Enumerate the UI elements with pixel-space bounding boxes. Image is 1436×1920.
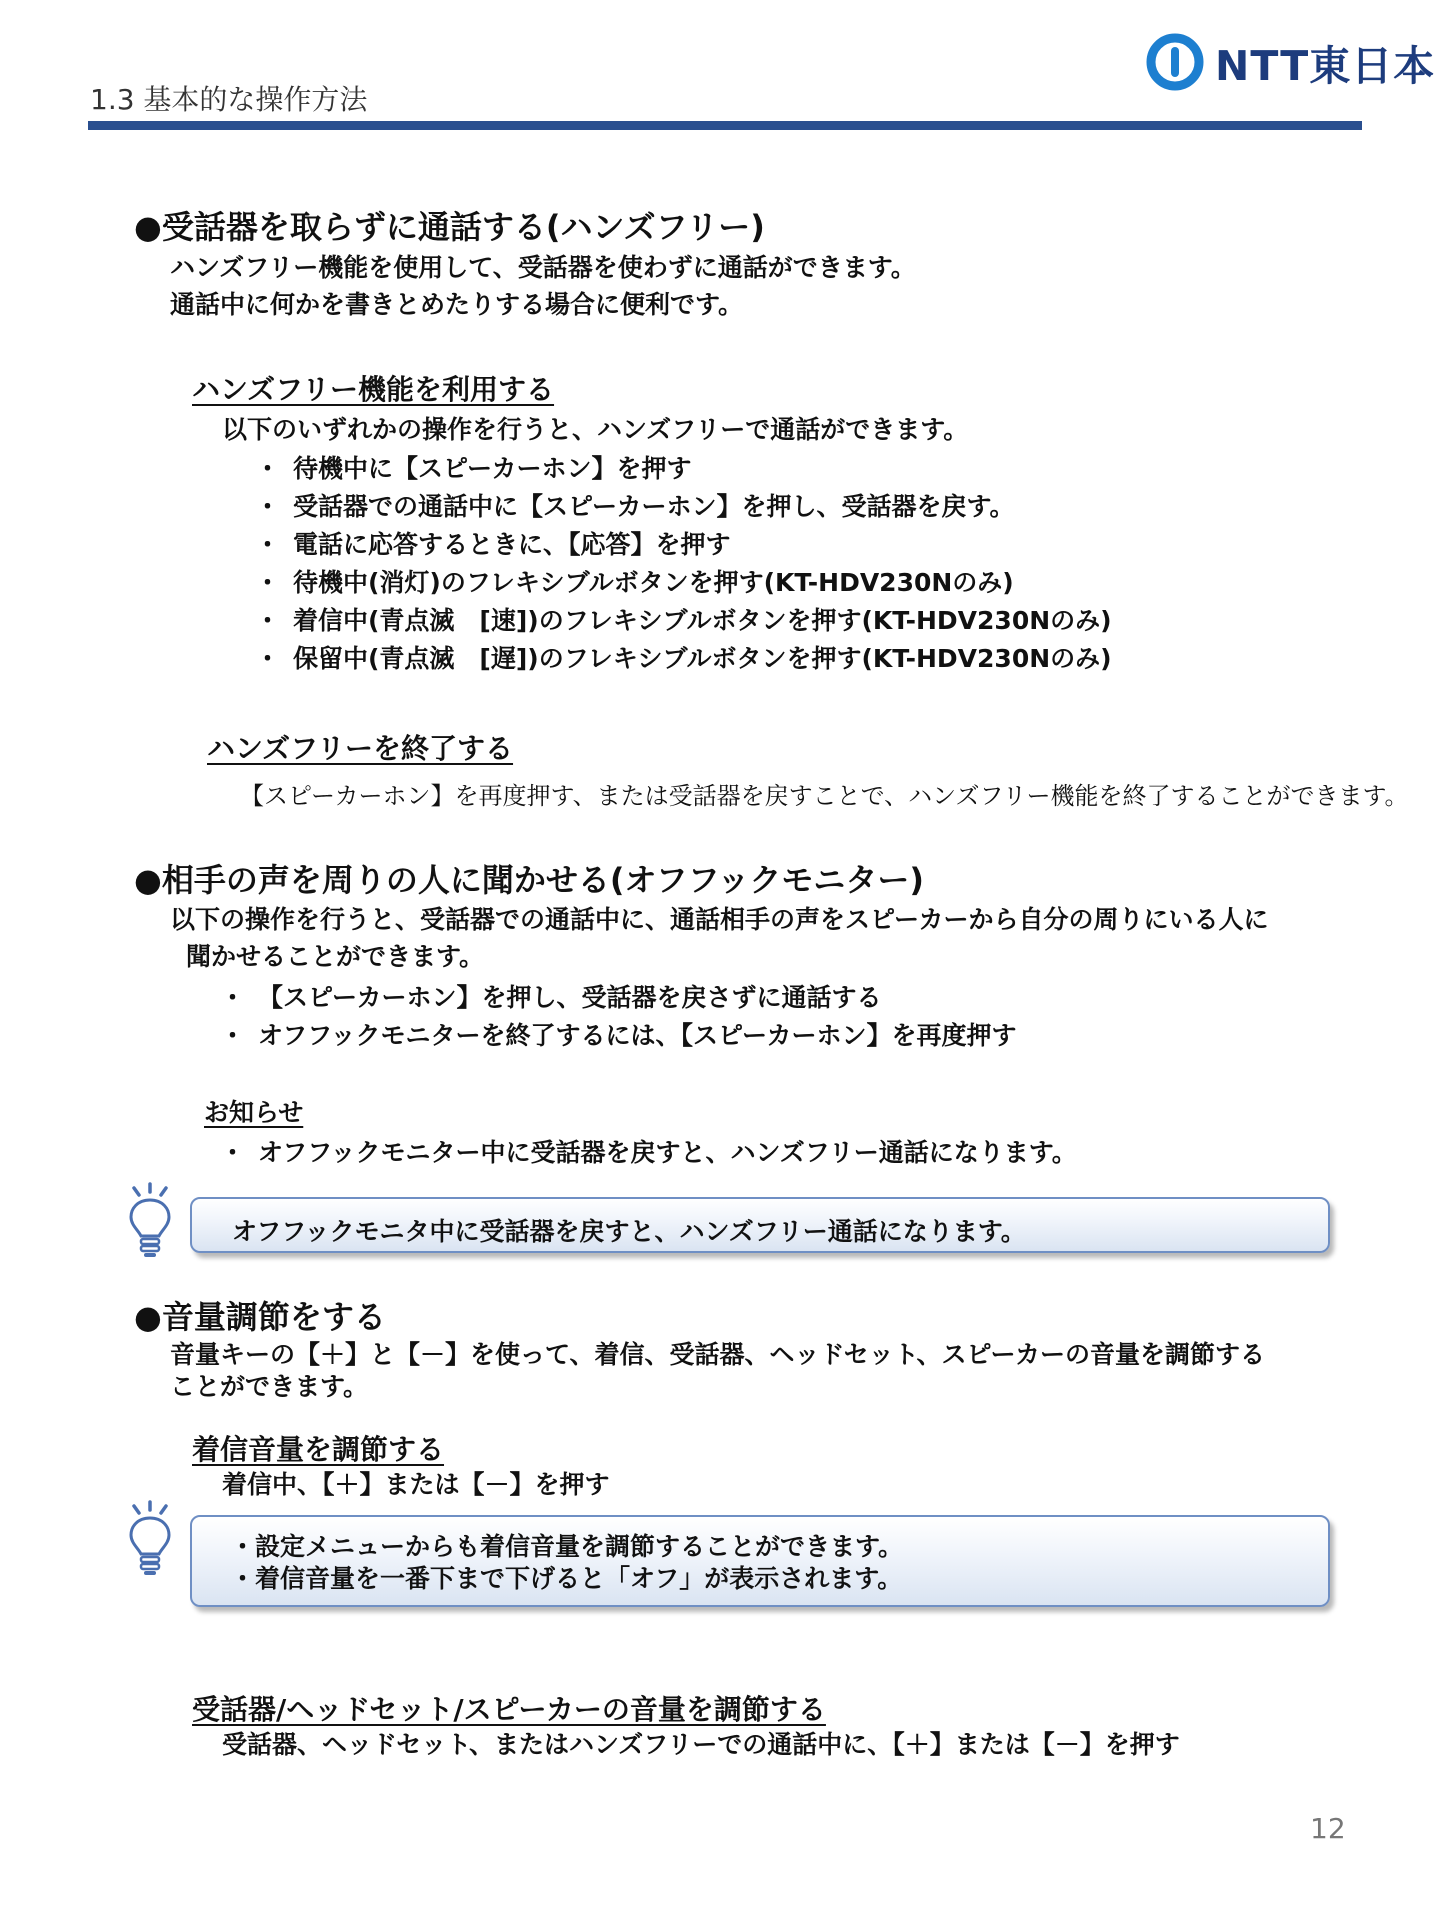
list-item: ・ 電話に応答するときに、【応答】を押す [255,525,731,561]
list-item: ・ 受話器での通話中に【スピーカーホン】を押し、受話器を戻す。 [255,487,1015,523]
notice-item: ・ オフフックモニター中に受話器を戻すと、ハンズフリー通話になります。 [220,1133,1077,1169]
list-item: ・ 待機中(消灯)のフレキシブルボタンを押す(KT-HDV230Nのみ) [255,563,1014,599]
handsfree-end-desc: 【スピーカーホン】を再度押す、または受話器を戻すことで、ハンズフリー機能を終了することができます。 [240,782,1409,810]
offhook-heading: ●相手の声を周りの人に聞かせる(オフフックモニター) [134,861,924,899]
handsfree-desc-1: ハンズフリー機能を使用して、受話器を使わずに通話ができます。 [170,253,916,282]
logo-text: NTT東日本 [1215,41,1436,90]
bullet-mark: ・ [255,530,281,559]
handsfree-heading: ●受話器を取らずに通話する(ハンズフリー) [134,208,765,246]
bullet-mark: ・ [255,492,281,521]
list-item: ・ 【スピーカーホン】を押し、受話器を戻さずに通話する [220,978,882,1014]
volume-heading: ●音量調節をする [134,1298,386,1336]
volume-desc-1: 音量キーの【＋】と【－】を使って、着信、受話器、ヘッドセット、スピーカーの音量を調節する [170,1340,1266,1369]
hint-box-volume [190,1515,1330,1607]
handsfree-use-heading: ハンズフリー機能を利用する [192,373,555,406]
bullet-mark: ・ [220,1021,246,1050]
bullet-mark: ・ [255,454,281,483]
section-title: 1.3 基本的な操作方法 [90,83,368,116]
offhook-desc-2: 聞かせることができます。 [186,942,485,971]
header-rule [88,121,1362,130]
hint-box-offhook [190,1197,1330,1253]
list-item: ・ 待機中に【スピーカーホン】を押す [255,449,692,485]
hint-text: オフフックモニタ中に受話器を戻すと、ハンズフリー通話になります。 [232,1217,1026,1246]
ring-volume-heading: 着信音量を調節する [192,1433,445,1466]
ring-volume-desc: 着信中、【＋】または【－】を押す [222,1470,610,1499]
bullet-mark: ・ [255,606,281,635]
lightbulb-icon [126,1182,174,1260]
handset-volume-desc: 受話器、ヘッドセット、またはハンズフリーでの通話中に、【＋】または【－】を押す [222,1730,1180,1759]
handsfree-desc-2: 通話中に何かを書きとめたりする場合に便利です。 [170,290,744,319]
hint-line-1: ・設定メニューからも着信音量を調節することができます。 [230,1532,904,1561]
bullet-mark: ・ [220,983,246,1012]
volume-desc-2: ことができます。 [170,1372,369,1401]
bullet-mark: ・ [255,644,281,673]
lightbulb-icon [126,1500,174,1578]
notice-heading: お知らせ [204,1098,304,1127]
page-number: 12 [1310,1812,1346,1845]
ntt-logo [1145,32,1435,92]
offhook-desc-1: 以下の操作を行うと、受話器での通話中に、通話相手の声をスピーカーから自分の周りにいる人に [170,905,1269,934]
list-item: ・ オフフックモニターを終了するには、【スピーカーホン】を再度押す [220,1016,1017,1052]
list-item: ・ 保留中(青点滅 [遅])のフレキシブルボタンを押す(KT-HDV230Nのみ) [255,639,1112,675]
list-item: ・ 着信中(青点滅 [速])のフレキシブルボタンを押す(KT-HDV230Nのみ) [255,601,1112,637]
handsfree-end-heading: ハンズフリーを終了する [207,732,514,765]
bullet-mark: ・ [220,1138,246,1167]
ntt-ring-logo-icon [1145,32,1205,92]
bullet-mark: ・ [255,568,281,597]
handset-volume-heading: 受話器/ヘッドセット/スピーカーの音量を調節する [192,1693,826,1726]
handsfree-use-intro: 以下のいずれかの操作を行うと、ハンズフリーで通話ができます。 [222,415,969,444]
hint-line-2: ・着信音量を一番下まで下げると「オフ」が表示されます。 [230,1564,903,1593]
